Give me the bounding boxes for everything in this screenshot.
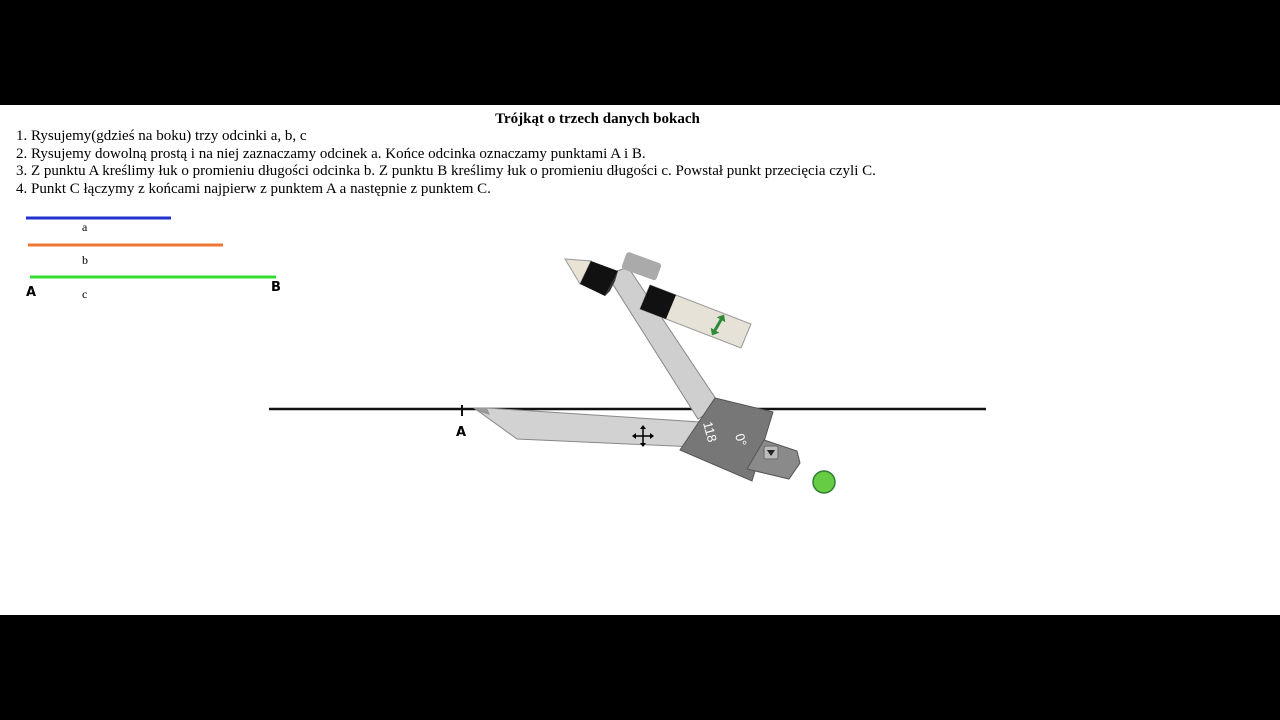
segment-b-label: b (82, 253, 88, 267)
segment-point-a-label: A (26, 285, 37, 300)
construction-drawing (0, 105, 1280, 615)
segment-point-b-label: B (271, 280, 281, 295)
compass-length-readout: 118 (700, 419, 720, 444)
line-point-a-label: A (456, 425, 467, 440)
segment-c-label: c (82, 287, 88, 301)
compass-needle-arm[interactable] (474, 408, 700, 447)
segment-a-label: a (82, 220, 88, 234)
page-title: Trójkąt o trzech danych bokach (495, 111, 700, 127)
step-1: 1. Rysujemy(gdzieś na boku) trzy odcinki a, b, c (16, 128, 307, 144)
letterbox-bottom (0, 615, 1280, 720)
letterbox-top (0, 0, 1280, 105)
compass-angle-readout: 0° (732, 431, 750, 448)
step-4: 4. Punkt C łączymy z końcami najpierw z punktem A a następnie z punktem C. (16, 181, 491, 197)
rotate-handle[interactable] (813, 471, 835, 493)
step-3: 3. Z punktu A kreślimy łuk o promieniu długości odcinka b. Z punktu B kreślimy łuk o promieniu długości c. Powstał punkt przecięcia czyli C. (16, 163, 876, 179)
step-2: 2. Rysujemy dowolną prostą i na niej zaznaczamy odcinek a. Końce odcinka oznaczamy punktami A i B. (16, 146, 646, 162)
drawing-canvas[interactable] (0, 105, 1280, 615)
